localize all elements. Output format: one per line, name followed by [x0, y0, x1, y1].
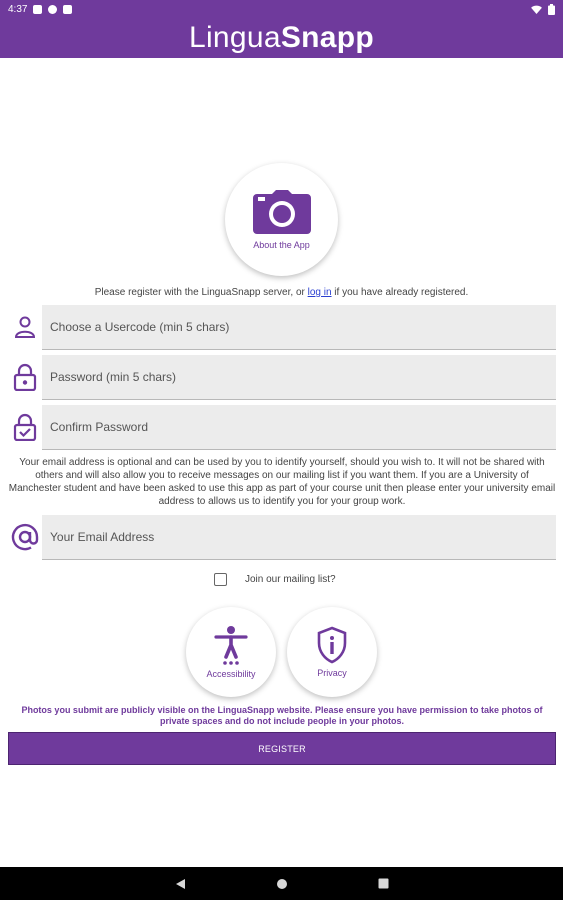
notification-icon: [48, 5, 57, 14]
privacy-label: Privacy: [317, 668, 347, 678]
confirm-password-input[interactable]: [42, 405, 556, 450]
status-bar: [0, 0, 563, 18]
app-title-snapp: Snapp: [280, 21, 375, 54]
mailing-list-label: Join our mailing list?: [245, 574, 336, 585]
mailing-list-row: [214, 573, 336, 586]
register-button[interactable]: REGISTER: [8, 732, 556, 765]
email-input[interactable]: [42, 515, 556, 560]
register-note-text: Please register with the LinguaSnapp server, or: [94, 287, 308, 298]
email-row: [8, 514, 556, 560]
recents-icon[interactable]: [378, 878, 389, 889]
shield-info-icon: [316, 626, 348, 664]
about-app-label: About the App: [253, 239, 310, 250]
wifi-icon: [531, 5, 542, 14]
status-time: 4:37: [8, 3, 28, 15]
mailing-list-checkbox[interactable]: [214, 573, 227, 586]
battery-icon: [548, 4, 555, 15]
register-note-text-end: if you have already registered.: [331, 287, 469, 298]
home-icon[interactable]: [276, 878, 288, 890]
usercode-row: [8, 304, 556, 350]
photo-visibility-notice: Photos you submit are publicly visible on the LinguaSnapp website. Please ensure you have permission to take photos of private spaces and do not include people in your photos.: [21, 705, 543, 726]
app-title-lingua: Lingua: [188, 21, 281, 54]
privacy-button[interactable]: [287, 607, 377, 697]
login-link[interactable]: log in: [307, 287, 332, 298]
system-navigation-bar: [0, 867, 563, 900]
back-icon[interactable]: [174, 878, 186, 890]
camera-icon: [253, 190, 311, 234]
notification-icon: [63, 5, 72, 14]
email-explanation: Your email address is optional and can be used by you to identify yourself, should you wish to. It will not be shared with others and will also allow you to receive messages on our mailing list if you want them. If you are a University of Manchester student and have been asked to use this app as part of your course unit then please enter your university email address to allows us to identify you for your group work.: [8, 457, 556, 507]
accessibility-button[interactable]: [186, 607, 276, 697]
accessibility-icon: [214, 625, 248, 665]
lock-check-icon: [8, 404, 42, 450]
register-instructions: [0, 287, 563, 298]
notification-icon: [33, 5, 42, 14]
password-row: [8, 354, 556, 400]
person-icon: [8, 304, 42, 350]
at-icon: [8, 514, 42, 560]
confirm-password-row: [8, 404, 556, 450]
password-input[interactable]: [42, 355, 556, 400]
accessibility-label: Accessibility: [206, 669, 256, 679]
app-title-bar: [0, 18, 563, 58]
usercode-input[interactable]: [42, 305, 556, 350]
about-app-button[interactable]: [225, 163, 338, 276]
lock-icon: [8, 354, 42, 400]
